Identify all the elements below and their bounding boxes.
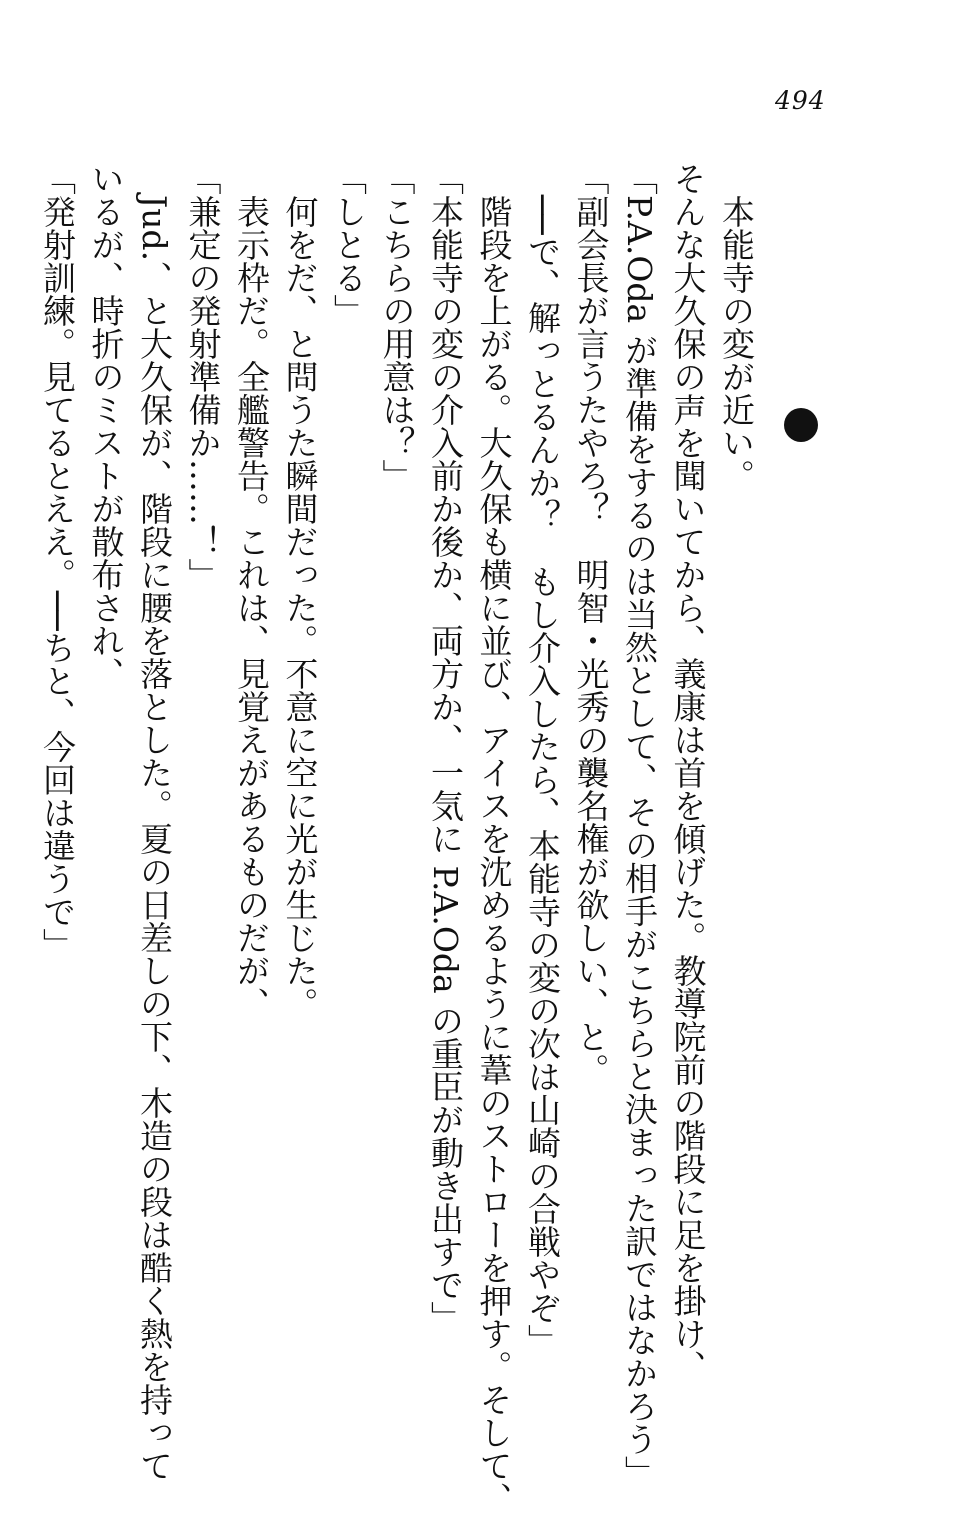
text-line: 表示枠だ。全艦警告。これは、見覚えがあるものだが、 — [232, 195, 271, 1020]
dialogue-line: 「こちらの用意は？」 — [377, 162, 417, 492]
page-number: 494 — [775, 86, 826, 115]
section-break-dot — [784, 408, 818, 442]
text-line: いるが、時折のミストが散布され、 — [86, 162, 126, 690]
dialogue-line: 「本能寺の変の介入前か後か、両方か、一気に P.A.Oda の重臣が動き出すで」 — [426, 162, 465, 1335]
text-line: そんな大久保の声を聞いてから、義康は首を傾げた。教導院前の階段に足を掛け、 — [668, 162, 708, 1383]
dialogue-line: 「副会長が言うたやろ？ 明智・光秀の襲名権が欲しい、と。 — [571, 162, 611, 1086]
novel-text-body — [38, 162, 760, 1515]
dialogue-line: 「P.A.Oda が準備をするのは当然として、その相手がこちらと決まった訳ではなかろう」 — [620, 162, 659, 1489]
dialogue-line: 「しとる」 — [329, 162, 368, 327]
text-line: 本能寺の変が近い。 — [717, 195, 756, 492]
dialogue-line: ──で、解っとるんか？ もし介入したら、本能寺の変の次は山崎の合戦やぞ」 — [523, 195, 562, 1357]
text-line: 階段を上がる。大久保も横に並び、アイスを沈めるように葦のストローを押す。そして、 — [474, 195, 514, 1515]
text-line: 何をだ、と問うた瞬間だった。不意に空に光が生じた。 — [280, 195, 320, 1020]
text-line: Jud.、と大久保が、階段に腰を落とした。夏の日差しの下、木造の段は酷く熱を持って — [135, 195, 174, 1483]
dialogue-line: 「発射訓練。見てるとええ。──ちと、今回は違うで」 — [38, 162, 77, 961]
dialogue-line: 「兼定の発射準備か……！」 — [183, 162, 223, 591]
